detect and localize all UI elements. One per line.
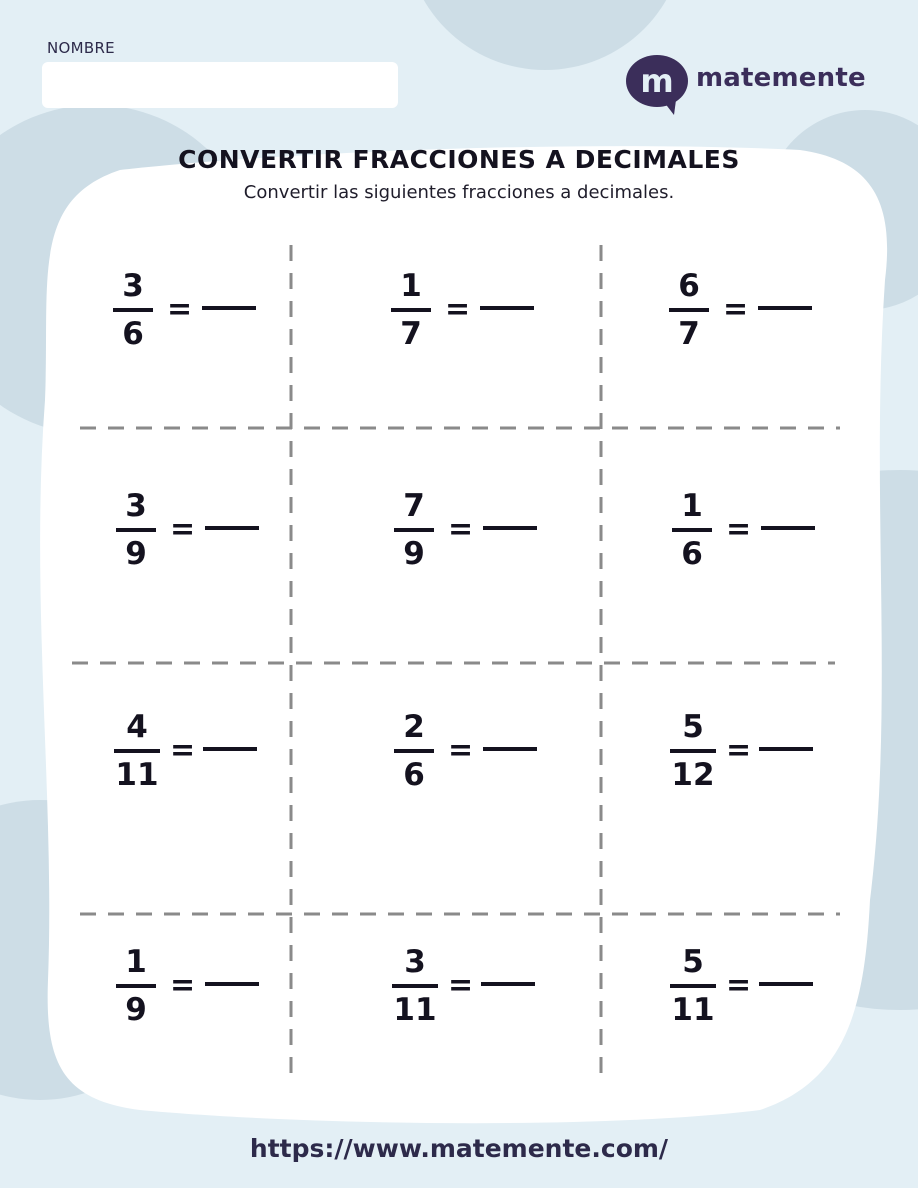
numerator: 3 <box>404 944 426 980</box>
answer-blank[interactable] <box>480 306 534 310</box>
equals-sign: = <box>170 968 196 1003</box>
answer-blank[interactable] <box>759 982 813 986</box>
answer-blank[interactable] <box>481 982 535 986</box>
denominator: 11 <box>115 757 159 793</box>
numerator: 3 <box>125 488 147 524</box>
equals-sign: = <box>726 968 752 1003</box>
denominator: 7 <box>678 316 700 352</box>
website-url[interactable]: https://www.matemente.com/ <box>249 1134 669 1163</box>
equals-sign: = <box>448 968 474 1003</box>
fraction <box>114 709 160 793</box>
fraction <box>116 488 156 572</box>
numerator: 1 <box>125 944 147 980</box>
numerator: 7 <box>403 488 425 524</box>
numerator: 2 <box>403 709 425 745</box>
numerator: 1 <box>400 268 422 304</box>
fraction-bar <box>669 308 709 312</box>
fraction-bar <box>394 528 434 532</box>
denominator: 6 <box>122 316 144 352</box>
numerator: 5 <box>682 709 704 745</box>
fraction-bar <box>670 984 716 988</box>
fraction-bar <box>672 528 712 532</box>
denominator: 6 <box>403 757 425 793</box>
answer-blank[interactable] <box>759 747 813 751</box>
numerator: 6 <box>678 268 700 304</box>
fraction <box>116 944 156 1028</box>
fraction <box>670 944 716 1028</box>
equals-sign: = <box>448 512 474 547</box>
equals-sign: = <box>170 512 196 547</box>
fraction-bar <box>113 308 153 312</box>
denominator: 7 <box>400 316 422 352</box>
fraction-bar <box>394 749 434 753</box>
answer-blank[interactable] <box>758 306 812 310</box>
denominator: 11 <box>671 992 715 1028</box>
equals-sign: = <box>726 733 752 768</box>
denominator: 11 <box>393 992 437 1028</box>
equals-sign: = <box>726 512 752 547</box>
answer-blank[interactable] <box>205 526 259 530</box>
answer-blank[interactable] <box>203 747 257 751</box>
equals-sign: = <box>448 733 474 768</box>
numerator: 4 <box>126 709 148 745</box>
numerator: 1 <box>681 488 703 524</box>
fraction-bar <box>670 749 716 753</box>
answer-blank[interactable] <box>205 982 259 986</box>
fraction-bar <box>392 984 438 988</box>
brand-name: matemente <box>696 63 866 93</box>
fraction <box>394 709 434 793</box>
equals-sign: = <box>170 733 196 768</box>
fraction <box>672 488 712 572</box>
denominator: 12 <box>671 757 715 793</box>
fraction <box>670 709 716 793</box>
answer-blank[interactable] <box>483 526 537 530</box>
fraction-bar <box>116 984 156 988</box>
denominator: 9 <box>125 992 147 1028</box>
denominator: 6 <box>681 536 703 572</box>
fraction-bar <box>391 308 431 312</box>
denominator: 9 <box>125 536 147 572</box>
equals-sign: = <box>167 292 193 327</box>
answer-blank[interactable] <box>761 526 815 530</box>
fraction-bar <box>114 749 160 753</box>
answer-blank[interactable] <box>483 747 537 751</box>
fraction <box>391 268 431 352</box>
numerator: 3 <box>122 268 144 304</box>
fraction <box>392 944 438 1028</box>
fraction-bar <box>116 528 156 532</box>
numerator: 5 <box>682 944 704 980</box>
fraction <box>394 488 434 572</box>
fraction <box>113 268 153 352</box>
fraction <box>669 268 709 352</box>
answer-blank[interactable] <box>202 306 256 310</box>
denominator: 9 <box>403 536 425 572</box>
equals-sign: = <box>723 292 749 327</box>
logo-letter: m <box>640 62 674 100</box>
equals-sign: = <box>445 292 471 327</box>
name-label: NOMBRE <box>47 39 115 57</box>
instructions: Convertir las siguientes fracciones a decimales. <box>243 182 675 203</box>
page-title: CONVERTIR FRACCIONES A DECIMALES <box>178 145 740 174</box>
